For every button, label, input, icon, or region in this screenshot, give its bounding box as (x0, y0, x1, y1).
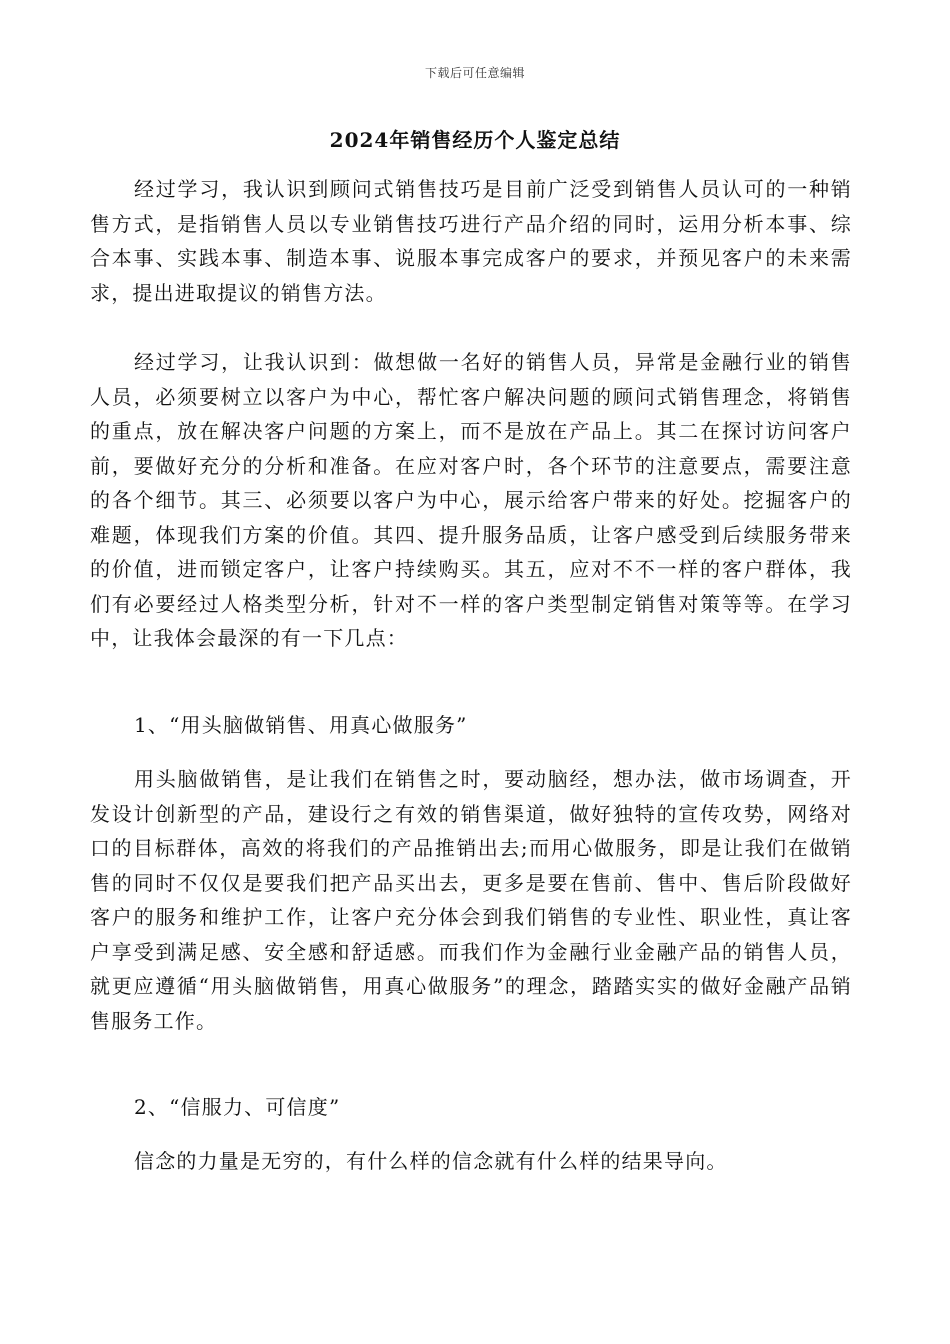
section-heading-2: 2、“信服力、可信度” (134, 1095, 341, 1119)
paragraph-section-2: 信念的力量是无穷的，有什么样的信念就有什么样的结果导向。 (134, 1149, 728, 1173)
section-heading-1: 1、“用头脑做销售、用真心做服务” (134, 713, 468, 737)
paragraph-learning: 经过学习，让我认识到：做想做一名好的销售人员，异常是金融行业的销售人员，必须要树立以客户为中心，帮忙客户解决问题的顾问式销售理念，将销售的重点，放在解决客户问题的方案上，而不是放在产品上。其二在探讨访问客户前，要做好充分的分析和准备。在应对客户时，各个环节的注意要点，需要注意的各个细节。其三、必须要以客户为中心，展示给客户带来的好处。挖掘客户的难题，体现我们方案的价值。其四、提升服务品质，让客户感受到后续服务带来的价值，进而锁定客户，让客户持续购买。其五，应对不不一样的客户群体，我们有必要经过人格类型分析，针对不一样的客户类型制定销售对策等等。在学习中，让我体会最深的有一下几点： (90, 350, 852, 650)
paragraph-intro: 经过学习，我认识到顾问式销售技巧是目前广泛受到销售人员认可的一种销售方式，是指销售人员以专业销售技巧进行产品介绍的同时，运用分析本事、综合本事、实践本事、制造本事、说服本事完成客户的要求，并预见客户的未来需求，提出进取提议的销售方法。 (90, 177, 852, 305)
document-title: 2024年销售经历个人鉴定总结 (329, 128, 621, 152)
header-note: 下载后可任意编辑 (424, 66, 525, 80)
paragraph-section-1: 用头脑做销售，是让我们在销售之时，要动脑经，想办法，做市场调查，开发设计创新型的产品，建设行之有效的销售渠道，做好独特的宣传攻势，网络对口的目标群体，高效的将我们的产品推销出去;而用心做服务，即是让我们在做销售的同时不仅仅是要我们把产品买出去，更多是要在售前、售中、售后阶段做好客户的服务和维护工作，让客户充分体会到我们销售的专业性、职业性，真让客户享受到满足感、安全感和舒适感。而我们作为金融行业金融产品的销售人员，就更应遵循“用头脑做销售，用真心做服务”的理念，踏踏实实的做好金融产品销售服务工作。 (90, 767, 852, 1033)
